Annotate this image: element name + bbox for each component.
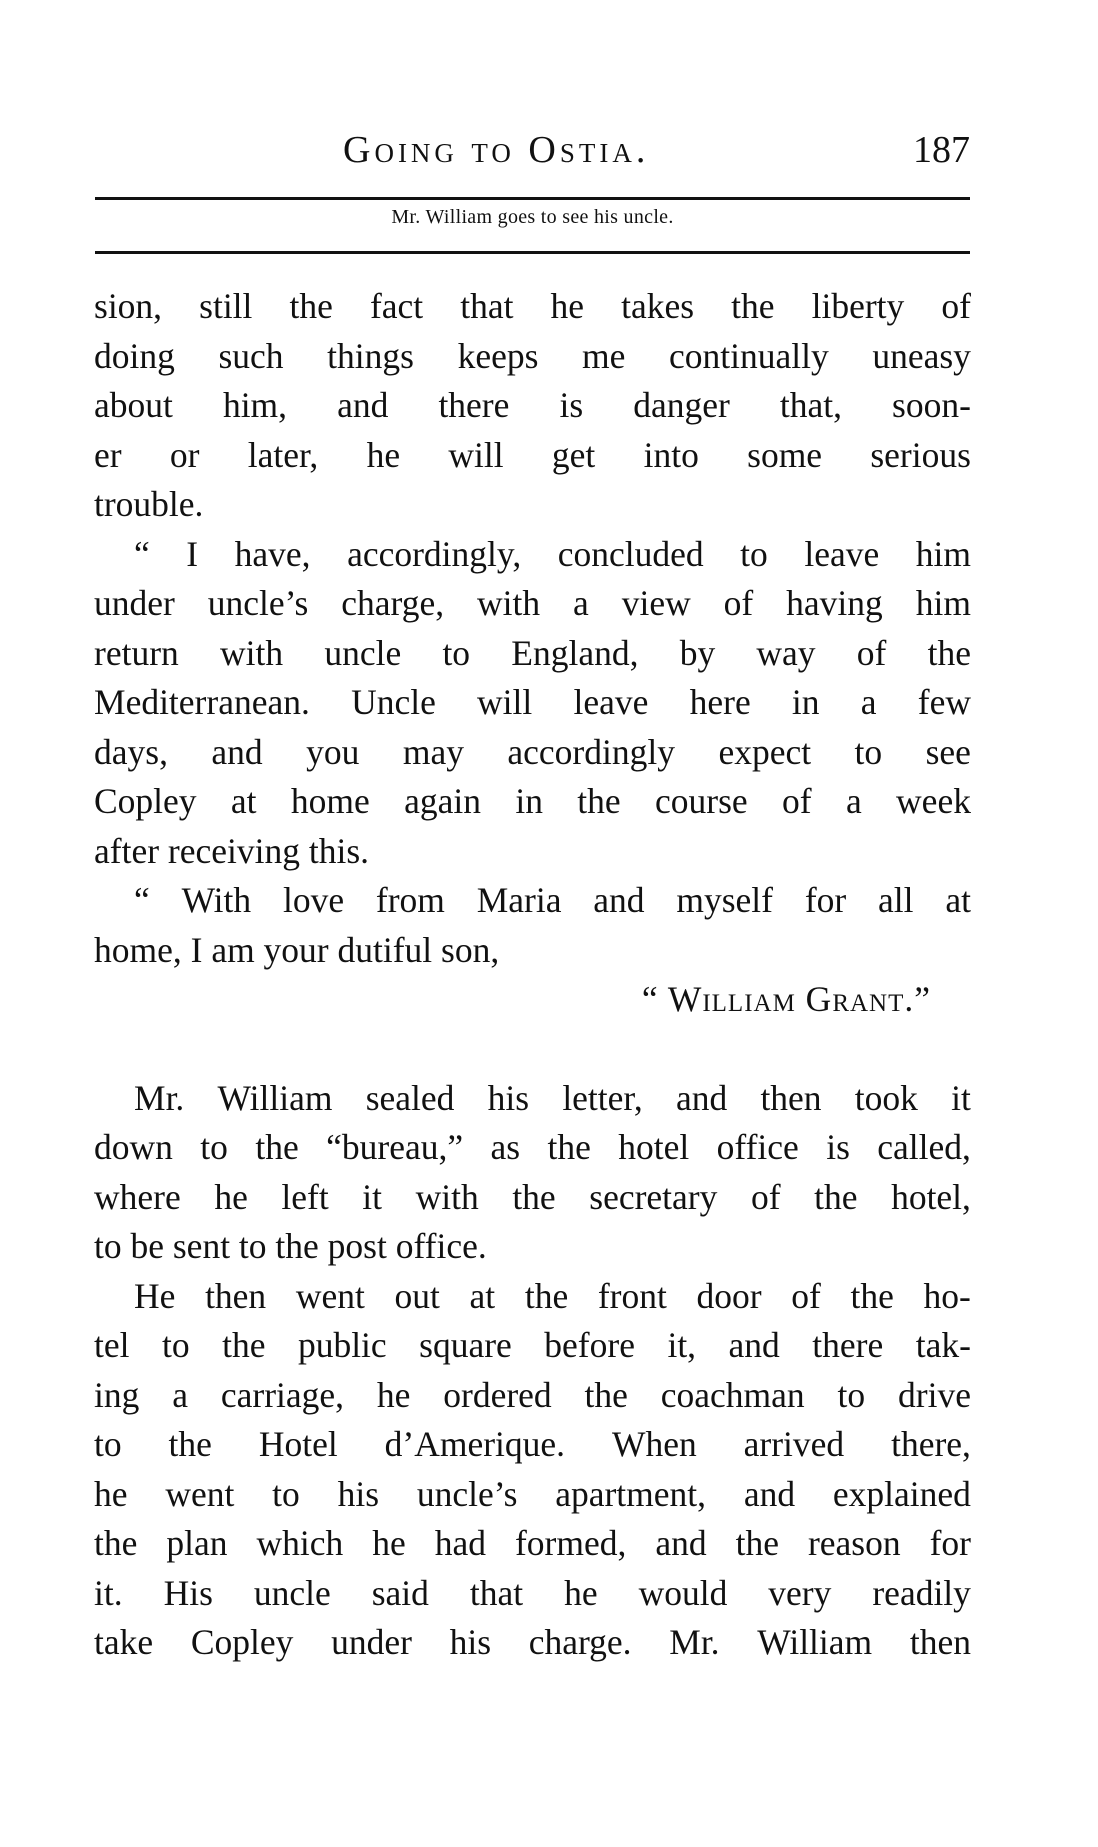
- text-line: trouble.: [94, 484, 204, 524]
- running-title: Going to Ostia.: [343, 129, 650, 171]
- text-line: He then went out at the front door of the ho-: [134, 1275, 971, 1316]
- text-line: Mediterranean. Uncle will leave here in a few: [94, 682, 971, 722]
- letter-signature: “ William Grant.”: [641, 979, 931, 1019]
- section-subhead: Mr. William goes to see his uncle.: [391, 206, 674, 228]
- text-line: Mr. William sealed his letter, and then took it: [134, 1077, 971, 1118]
- text-line: he went to his uncle’s apartment, and explained: [94, 1473, 971, 1514]
- running-head: [95, 128, 970, 174]
- text-line: Copley at home again in the course of a week: [94, 781, 971, 821]
- text-line: about him, and there is danger that, soon-: [94, 385, 971, 425]
- text-line: down to the “bureau,” as the hotel office is called,: [94, 1127, 971, 1167]
- text-line: doing such things keeps me continually uneasy: [94, 335, 971, 376]
- text-line: where he left it with the secretary of the hotel,: [94, 1176, 971, 1217]
- text-line: “ With love from Maria and myself for all at: [134, 880, 971, 920]
- text-line: home, I am your dutiful son,: [94, 929, 500, 970]
- text-line: tel to the public square before it, and there tak-: [94, 1325, 971, 1365]
- text-line: sion, still the fact that he takes the liberty of: [94, 286, 971, 326]
- text-line: the plan which he had formed, and the reason for: [94, 1523, 971, 1563]
- page-number: 187: [913, 129, 970, 171]
- body-text: [94, 282, 971, 1668]
- text-line: days, and you may accordingly expect to see: [94, 731, 971, 772]
- text-line: to the Hotel d’Amerique. When arrived there,: [94, 1424, 971, 1464]
- text-line: ing a carriage, he ordered the coachman to drive: [94, 1374, 971, 1415]
- text-line: it. His uncle said that he would very readily: [94, 1572, 971, 1613]
- text-line: “ I have, accordingly, concluded to leave him: [134, 533, 971, 574]
- text-line: after receiving this.: [94, 830, 370, 871]
- header-rule-bottom: [95, 251, 970, 254]
- text-line: under uncle’s charge, with a view of having him: [94, 583, 971, 623]
- text-line: return with uncle to England, by way of the: [94, 632, 971, 673]
- text-line: er or later, he will get into some serious: [94, 434, 971, 475]
- text-line: to be sent to the post office.: [94, 1226, 487, 1266]
- text-line: take Copley under his charge. Mr. William then: [94, 1622, 971, 1662]
- header-rule-top: [95, 197, 970, 200]
